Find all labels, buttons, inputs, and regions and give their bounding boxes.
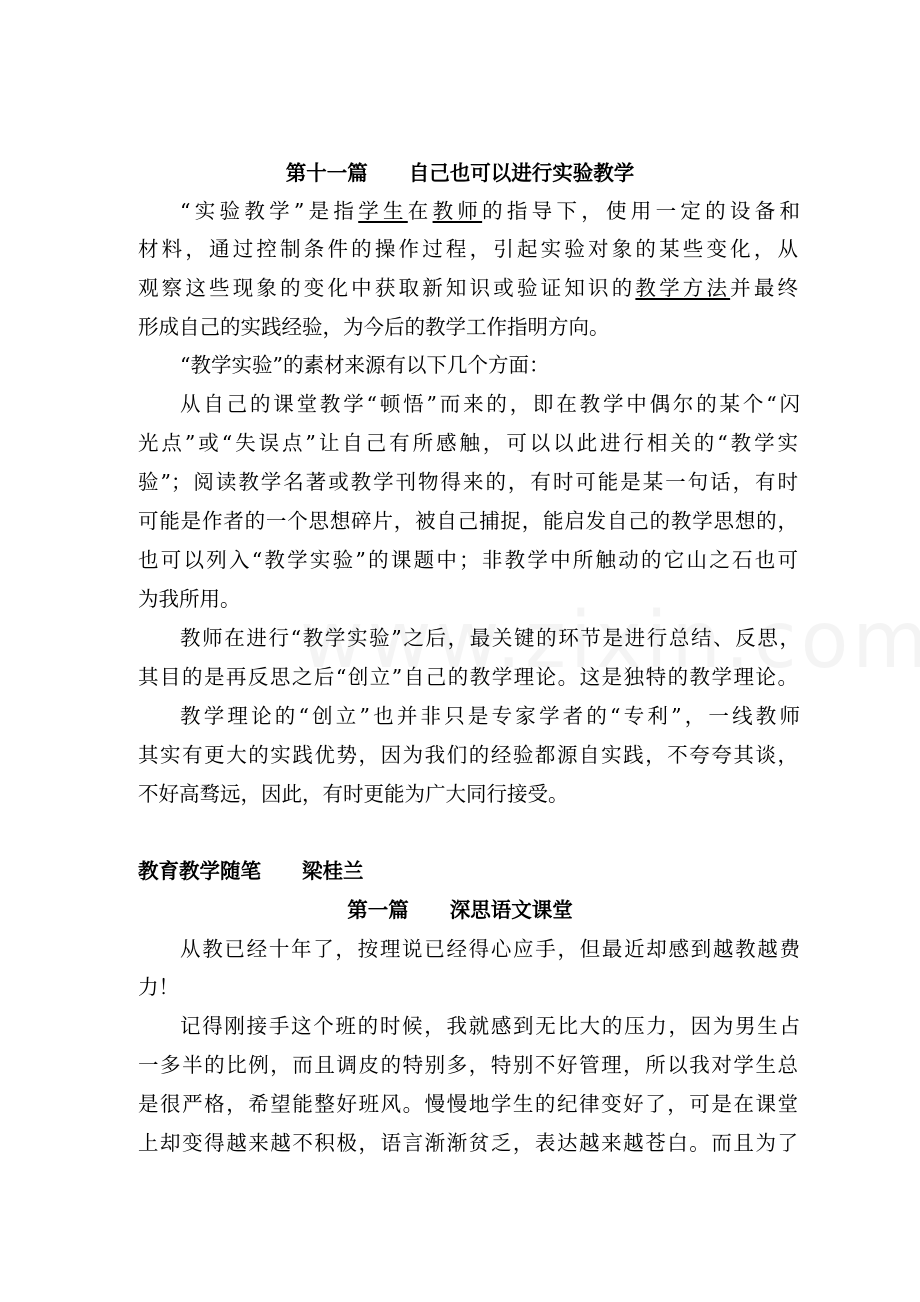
paragraph-line: “实验教学”是指学生在教师的指导下，使用一定的设备和 (180, 199, 800, 223)
paragraph-line: 光点”或“失误点”让自己有所感触，可以以此进行相关的“教学实 (138, 431, 798, 455)
paragraph-line: 可能是作者的一个思想碎片，被自己捕捉，能启发自己的教学思想的， (138, 509, 798, 533)
paragraph-line: 教师在进行“教学实验”之后，最关键的环节是进行总结、反思， (180, 626, 800, 650)
link-teacher[interactable]: 教师 (432, 199, 483, 223)
paragraph-line: 上却变得越来越不积极，语言渐渐贫乏，表达越来越苍白。而且为了 (138, 1131, 798, 1155)
paragraph-line: 也可以列入“教学实验”的课题中；非教学中所触动的它山之石也可 (138, 548, 798, 572)
paragraph-line: 一多半的比例，而且调皮的特别多，特别不好管理，所以我对学生总 (138, 1053, 798, 1077)
section-title: 第一篇 深思语文课堂 (347, 898, 573, 922)
paragraph-line: 从自己的课堂教学“顿悟”而来的，即在教学中偶尔的某个“闪 (180, 392, 800, 416)
paragraph-line: 形成自己的实践经验，为今后的教学工作指明方向。 (138, 315, 610, 339)
paragraph-line: 不好高骛远，因此，有时更能为广大同行接受。 (138, 782, 569, 806)
paragraph-line: 从教已经十年了，按理说已经得心应手，但最近却感到越教越费 (180, 937, 800, 961)
paragraph-line: 其目的是再反思之后“创立”自己的教学理论。这是独特的教学理论。 (138, 665, 798, 689)
paragraph-line: 力！ (138, 975, 179, 999)
section-title: 第十一篇 自己也可以进行实验教学 (285, 161, 635, 185)
paragraph-line: 教学理论的“创立”也并非只是专家学者的“专利”，一线教师 (180, 704, 800, 728)
paragraph-line: 是很严格，希望能整好班风。慢慢地学生的纪律变好了，可是在课堂 (138, 1092, 798, 1116)
paragraph-line: 其实有更大的实践优势，因为我们的经验都源自实践，不夸夸其谈， (138, 743, 798, 767)
paragraph-line: 验”；阅读教学名著或教学刊物得来的，有时可能是某一句话，有时 (138, 470, 798, 494)
paragraph-line: 材料，通过控制条件的操作过程，引起实验对象的某些变化，从 (138, 237, 798, 261)
paragraph-line: 观察这些现象的变化中获取新知识或验证知识的教学方法并最终 (138, 276, 799, 300)
paragraph-line: 记得刚接手这个班的时候，我就感到无比大的压力，因为男生占 (180, 1014, 800, 1038)
paragraph-line: 为我所用。 (138, 587, 241, 611)
essay-collection-heading: 教育教学随笔 梁桂兰 (138, 859, 364, 883)
link-student[interactable]: 学生 (358, 199, 408, 223)
paragraph-line: “教学实验”的素材来源有以下几个方面： (180, 353, 550, 377)
link-teaching-method[interactable]: 教学方法 (635, 276, 731, 300)
